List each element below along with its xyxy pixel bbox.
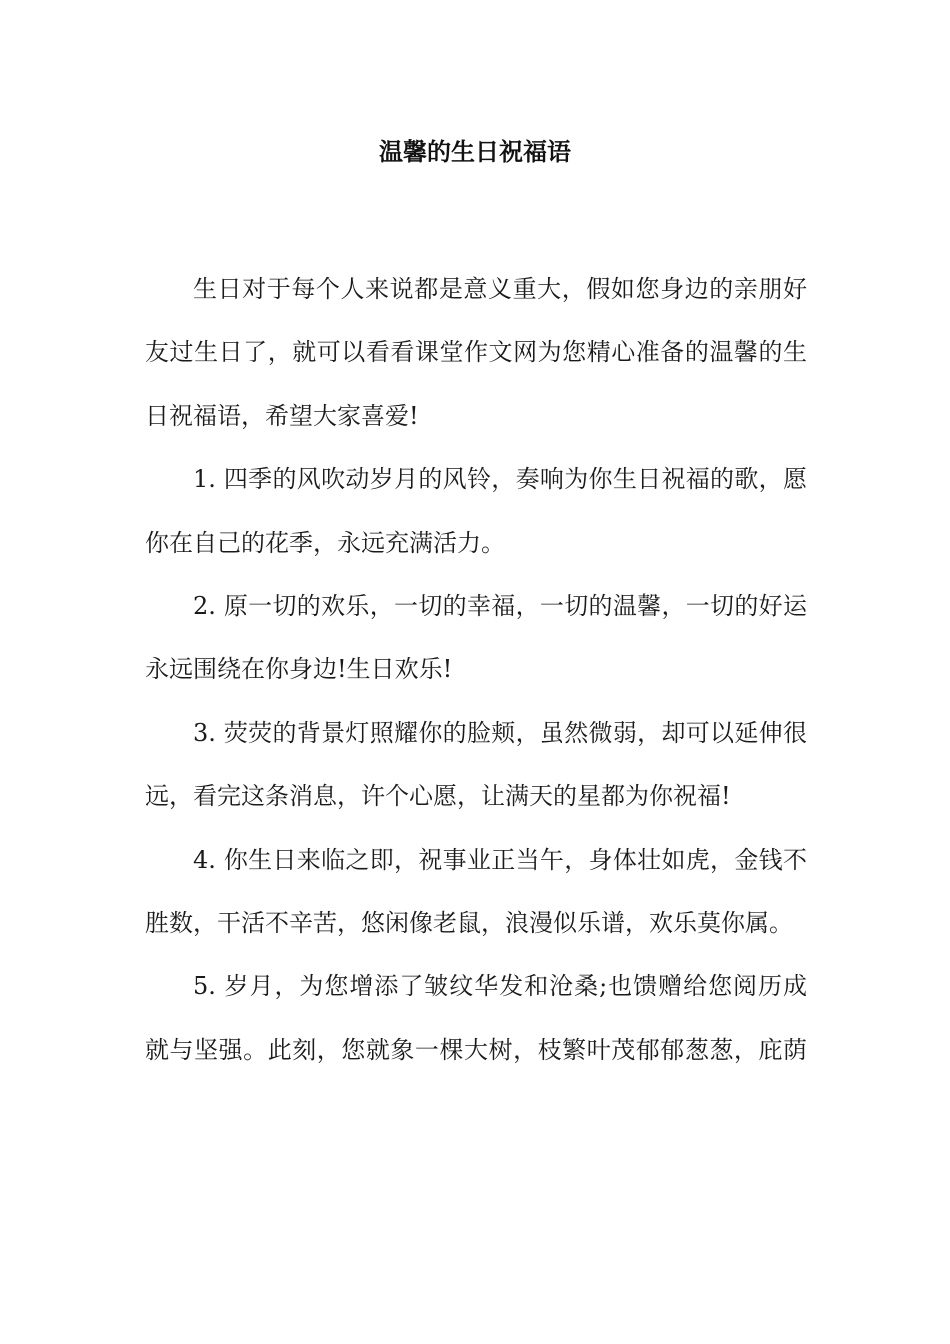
paragraph-wish-2 xyxy=(145,575,807,702)
text-line: 胜数，干活不辛苦，悠闲像老鼠，浪漫似乐谱，欢乐莫你属。 xyxy=(145,909,793,938)
document-body xyxy=(145,258,807,1082)
text-line: 永远围绕在你身边!生日欢乐! xyxy=(145,655,453,684)
text-line: 日祝福语，希望大家喜爱! xyxy=(145,401,419,430)
text-line: 5. 岁月，为您增添了皱纹华发和沧桑;也馈赠给您阅历成 xyxy=(193,972,807,1001)
text-line: 远，看完这条消息，许个心愿，让满天的星都为你祝福! xyxy=(145,782,731,811)
paragraph-wish-1 xyxy=(145,448,807,575)
text-line: 友过生日了，就可以看看课堂作文网为您精心准备的温馨的生 xyxy=(145,338,807,367)
text-line: 就与坚强。此刻，您就象一棵大树，枝繁叶茂郁郁葱葱，庇荫 xyxy=(145,1035,807,1064)
text-line: 你在自己的花季，永远充满活力。 xyxy=(145,528,505,557)
paragraph-intro xyxy=(145,258,807,448)
paragraph-wish-3 xyxy=(145,702,807,829)
text-line: 生日对于每个人来说都是意义重大，假如您身边的亲朋好 xyxy=(193,275,807,303)
text-line: 1. 四季的风吹动岁月的风铃，奏响为你生日祝福的歌，愿 xyxy=(193,465,807,494)
text-line: 2. 原一切的欢乐，一切的幸福，一切的温馨，一切的好运 xyxy=(193,592,807,621)
paragraph-wish-4 xyxy=(145,829,807,956)
text-line: 4. 你生日来临之即，祝事业正当午，身体壮如虎，金钱不 xyxy=(193,845,807,874)
text-line: 3. 荧荧的背景灯照耀你的脸颊，虽然微弱，却可以延伸很 xyxy=(193,718,807,747)
document-title: 温馨的生日祝福语 xyxy=(379,138,571,166)
paragraph-wish-5 xyxy=(145,955,807,1082)
